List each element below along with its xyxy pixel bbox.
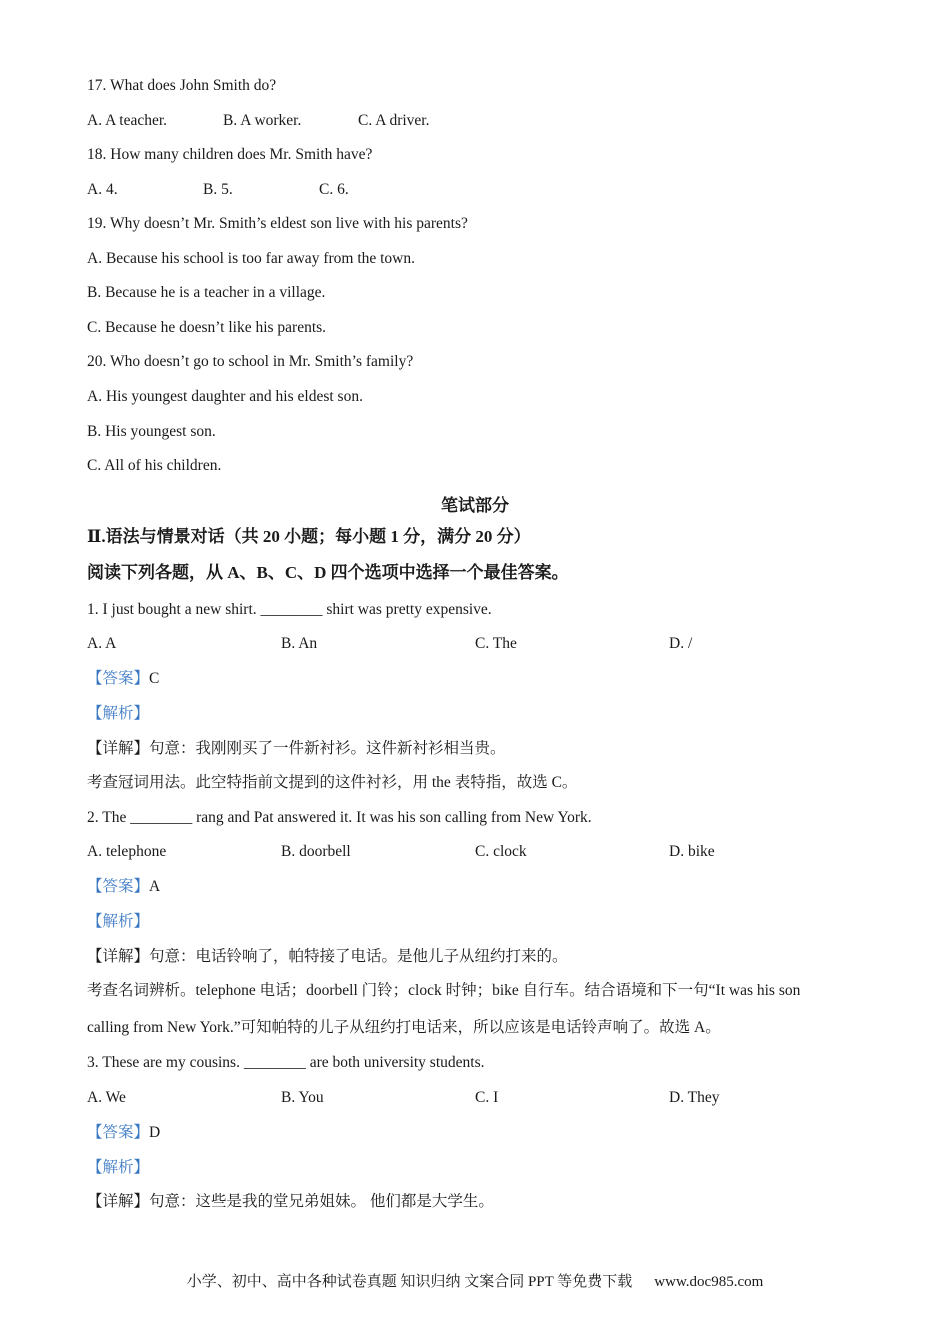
q19-text: 19. Why doesn’t Mr. Smith’s eldest son live with his parents? bbox=[87, 215, 468, 232]
answer-tag: 【答案】 bbox=[87, 1124, 150, 1141]
footer-url[interactable]: www.doc985.com bbox=[654, 1274, 764, 1290]
q2-detail bbox=[87, 947, 568, 967]
q1-detail-text: 句意：我刚刚买了一件新衬衫。这件新衬衫相当贵。 bbox=[149, 740, 506, 757]
page-footer bbox=[0, 1270, 950, 1291]
analysis-tag: 【解析】 bbox=[87, 913, 150, 930]
q1-text: 1. I just bought a new shirt. ________ shirt was pretty expensive. bbox=[87, 601, 492, 618]
q17-text: 17. What does John Smith do? bbox=[87, 77, 277, 94]
q3-answer-value: D bbox=[149, 1124, 161, 1141]
q2-option-b: B. doorbell bbox=[281, 843, 351, 860]
q17-option-b: B. A worker. bbox=[223, 112, 302, 129]
part-heading: Ⅱ.语法与情景对话（共 20 小题；每小题 1 分，满分 20 分） bbox=[87, 527, 531, 546]
q2-text: 2. The ________ rang and Pat answered it. It was his son calling from New York. bbox=[87, 809, 592, 826]
q17-option-a: A. A teacher. bbox=[87, 112, 168, 129]
detail-tag: 【详解】 bbox=[87, 740, 150, 757]
q2-detail-text: 句意：电话铃响了，帕特接了电话。是他儿子从纽约打来的。 bbox=[149, 948, 568, 965]
answer-tag: 【答案】 bbox=[87, 670, 150, 687]
q3-option-c: C. I bbox=[475, 1089, 499, 1106]
q1-option-c: C. The bbox=[475, 635, 517, 652]
q2-answer-value: A bbox=[149, 878, 161, 895]
q18-text: 18. How many children does Mr. Smith have? bbox=[87, 146, 373, 163]
q2-answer bbox=[87, 877, 160, 897]
q20-option-b: B. His youngest son. bbox=[87, 423, 216, 440]
q3-detail-text: 句意：这些是我的堂兄弟姐妹。 他们都是大学生。 bbox=[149, 1193, 494, 1210]
section-title: 笔试部分 bbox=[441, 496, 509, 515]
analysis-tag: 【解析】 bbox=[87, 1159, 150, 1176]
q1-option-d: D. / bbox=[669, 635, 693, 652]
answer-tag: 【答案】 bbox=[87, 878, 150, 895]
q3-option-b: B. You bbox=[281, 1089, 324, 1106]
q3-option-a: A. We bbox=[87, 1089, 126, 1106]
q20-option-c: C. All of his children. bbox=[87, 457, 222, 474]
q17-option-c: C. A driver. bbox=[358, 112, 430, 129]
q18-option-b: B. 5. bbox=[203, 181, 233, 198]
analysis-tag: 【解析】 bbox=[87, 705, 150, 722]
footer-text: 小学、初中、高中各种试卷真题 知识归纳 文案合同 PPT 等免费下载 bbox=[186, 1274, 633, 1290]
q19-option-b: B. Because he is a teacher in a village. bbox=[87, 284, 326, 301]
q3-answer bbox=[87, 1123, 160, 1143]
q2-explanation-line-1: 考查名词辨析。telephone 电话；doorbell 门铃；clock 时钟；bike 自行车。结合语境和下一句“It was his son bbox=[87, 982, 801, 999]
q2-option-c: C. clock bbox=[475, 843, 527, 860]
q2-explanation-line-2: calling from New York.”可知帕特的儿子从纽约打电话来，所以应该是电话铃声响了。故选 A。 bbox=[87, 1019, 721, 1036]
q2-option-d: D. bike bbox=[669, 843, 715, 860]
q3-analysis bbox=[87, 1158, 149, 1178]
q19-option-a: A. Because his school is too far away from the town. bbox=[87, 250, 416, 267]
q1-answer-value: C bbox=[149, 670, 160, 687]
q3-text: 3. These are my cousins. ________ are both university students. bbox=[87, 1054, 485, 1071]
detail-tag: 【详解】 bbox=[87, 948, 150, 965]
q3-detail bbox=[87, 1192, 494, 1212]
q19-option-c: C. Because he doesn’t like his parents. bbox=[87, 319, 327, 336]
instruction: 阅读下列各题，从 A、B、C、D 四个选项中选择一个最佳答案。 bbox=[87, 563, 569, 582]
detail-tag: 【详解】 bbox=[87, 1193, 150, 1210]
q2-option-a: A. telephone bbox=[87, 843, 167, 860]
q20-text: 20. Who doesn’t go to school in Mr. Smith’s family? bbox=[87, 353, 414, 370]
q1-option-a: A. A bbox=[87, 635, 117, 652]
q1-option-b: B. An bbox=[281, 635, 318, 652]
q18-option-a: A. 4. bbox=[87, 181, 118, 198]
q20-option-a: A. His youngest daughter and his eldest son. bbox=[87, 388, 363, 405]
q1-answer bbox=[87, 669, 159, 689]
q2-analysis bbox=[87, 912, 149, 932]
q1-explanation: 考查冠词用法。此空特指前文提到的这件衬衫，用 the 表特指，故选 C。 bbox=[87, 774, 578, 791]
q3-option-d: D. They bbox=[669, 1089, 720, 1106]
q1-analysis bbox=[87, 704, 149, 724]
q18-option-c: C. 6. bbox=[319, 181, 349, 198]
q1-detail bbox=[87, 739, 506, 759]
